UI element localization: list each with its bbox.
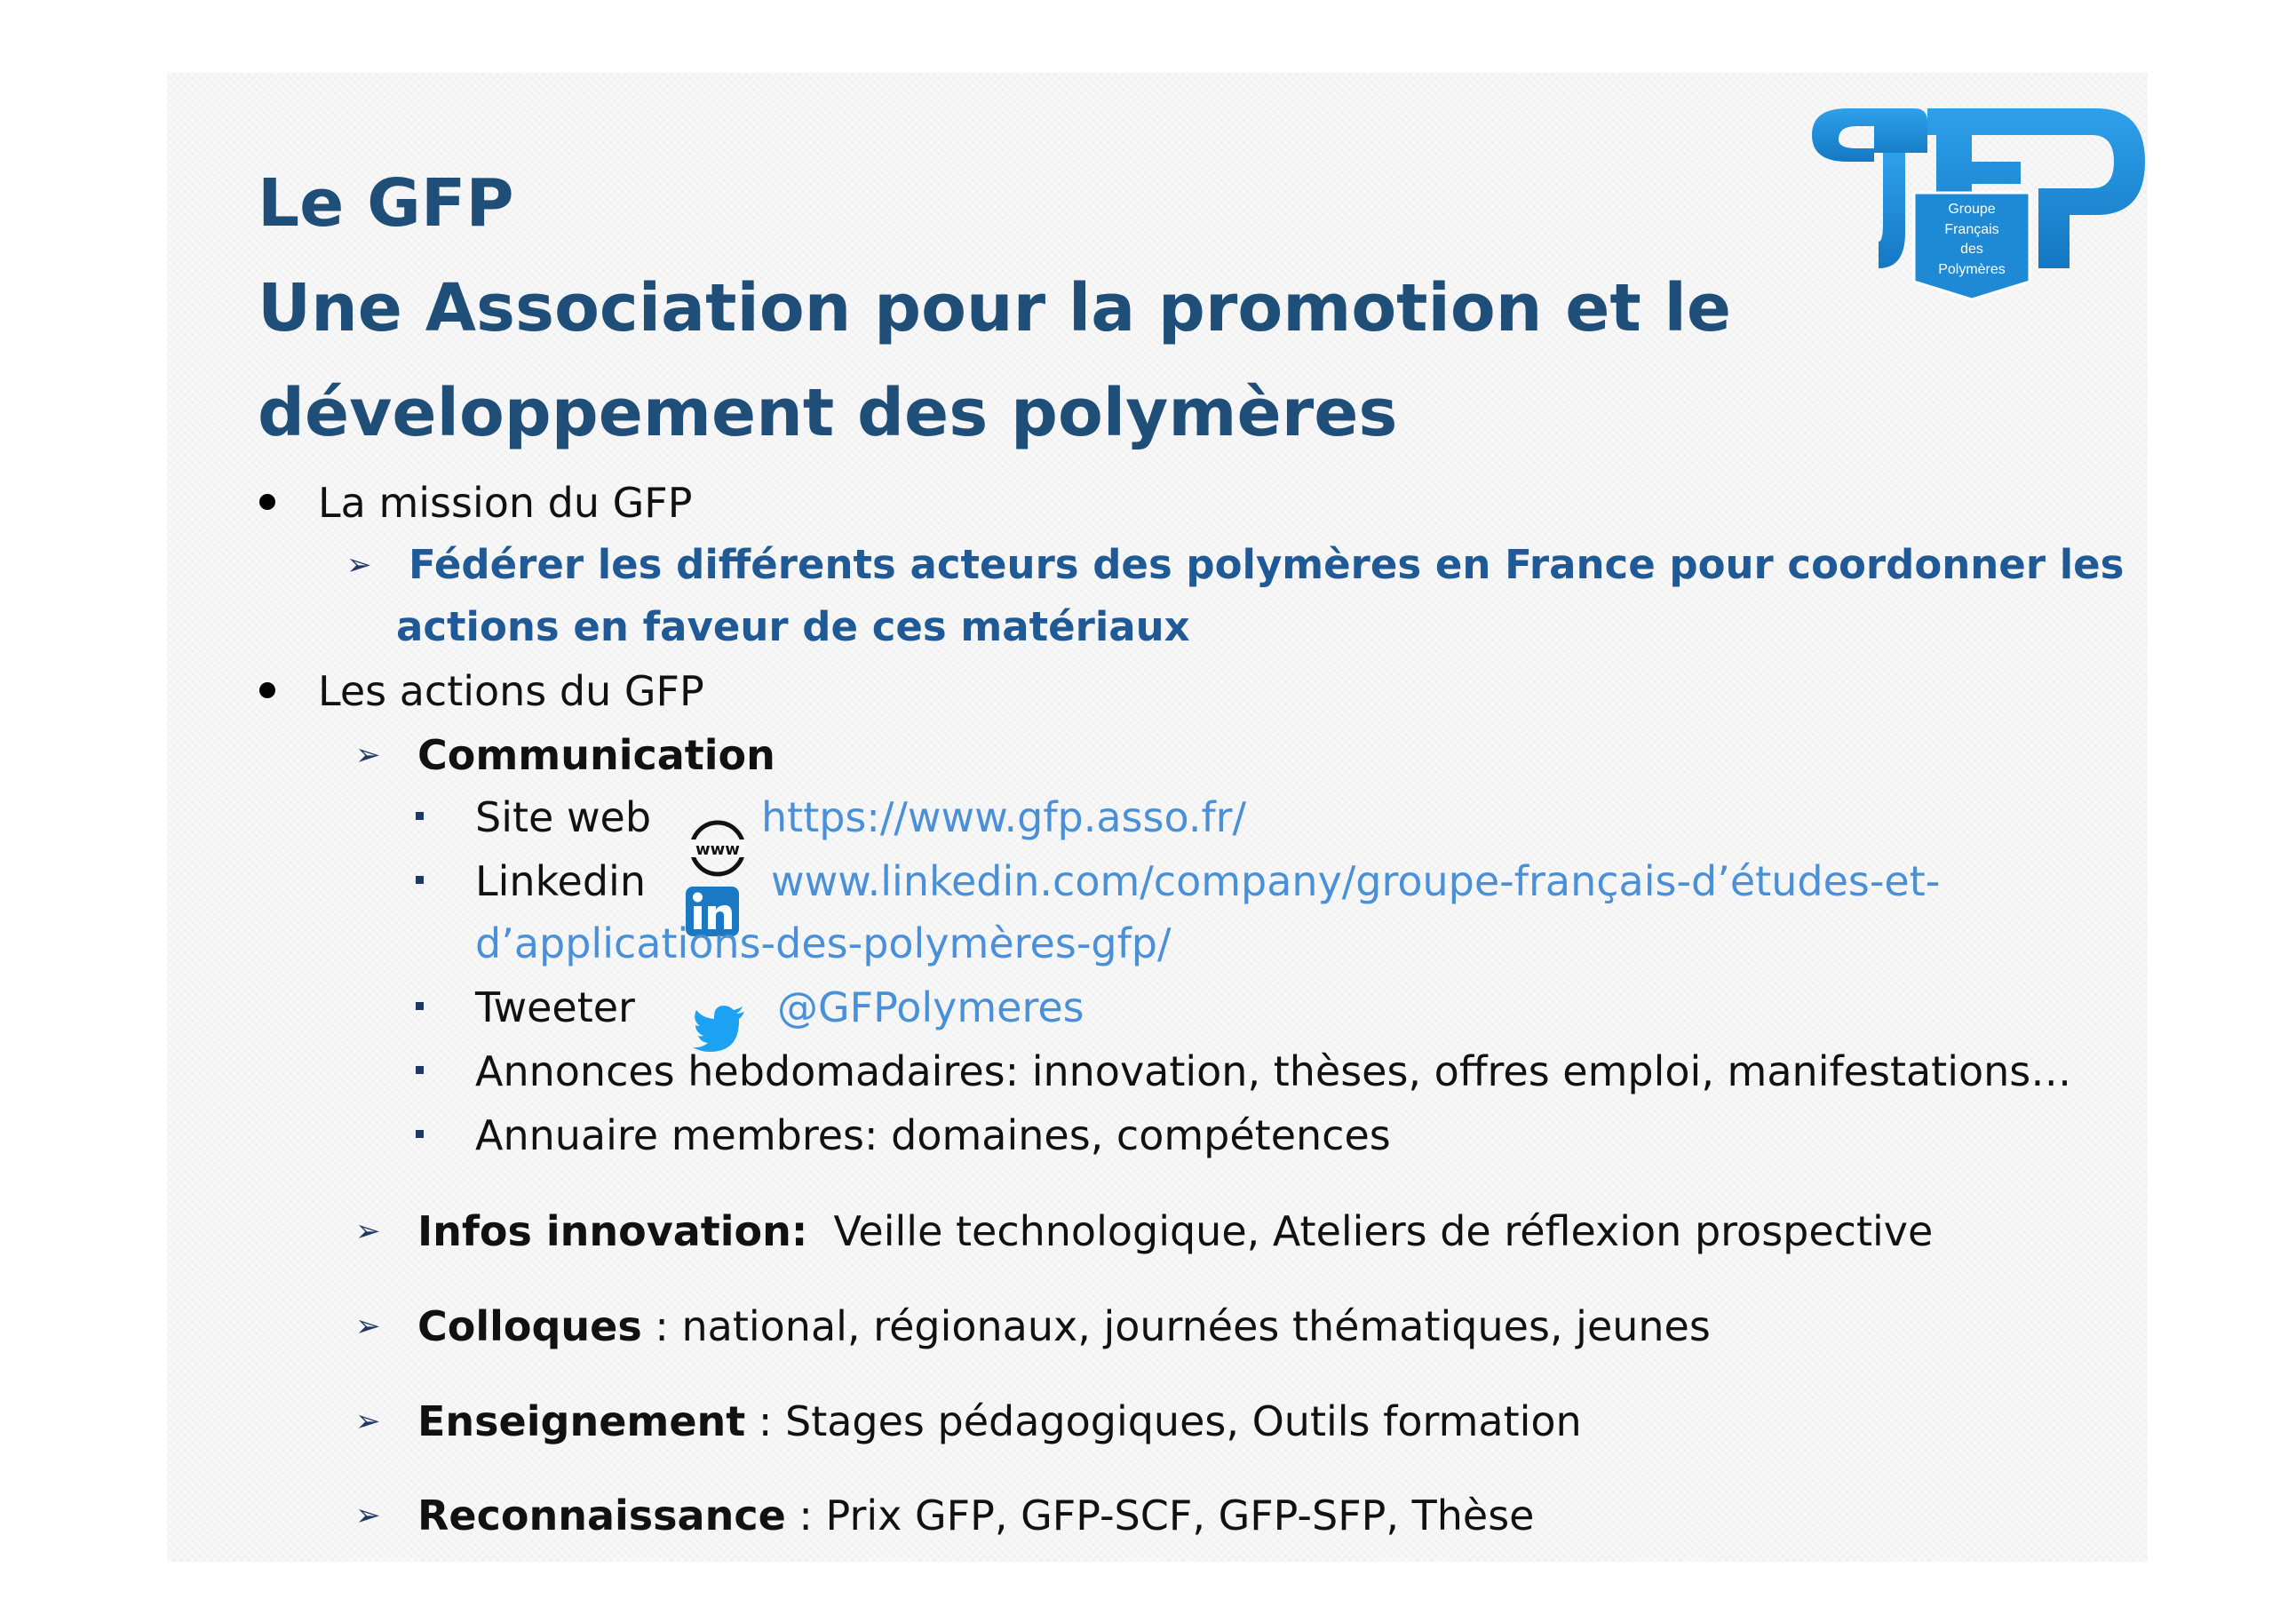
innovation-item: [417, 1206, 1933, 1256]
square-bullet-icon: [416, 1130, 424, 1138]
logo-caption-2: Français: [1944, 222, 1999, 237]
svg-text:www: www: [695, 840, 740, 859]
bullet-dot-icon: [259, 494, 275, 510]
innovation-text: Veille technologique, Ateliers de réflexion prospective: [833, 1207, 1934, 1255]
title-line-2: Une Association pour la promotion et le: [258, 270, 1732, 346]
logo-caption-4: Polymères: [1938, 262, 2006, 277]
logo-caption-1: Groupe: [1948, 202, 1996, 217]
enseignement-text: : Stages pédagogiques, Outils formation: [745, 1397, 1582, 1445]
arrow-bullet-icon: ➢: [346, 547, 372, 583]
arrow-bullet-icon: ➢: [355, 1213, 381, 1249]
communication-heading: Communication: [417, 731, 775, 779]
page-title: [258, 151, 1856, 465]
twitter-handle-link[interactable]: @GFPolymeres: [777, 983, 1084, 1031]
twitter-bird-icon: [693, 1006, 746, 1052]
arrow-bullet-icon: ➢: [355, 737, 381, 773]
square-bullet-icon: [416, 876, 424, 884]
annonces-text: Annonces hebdomadaires: innovation, thèses, offres emploi, manifestations…: [475, 1047, 2072, 1095]
mission-text-line2: actions en faveur de ces matériaux: [396, 603, 1190, 650]
linkedin-link-line1[interactable]: www.linkedin.com/company/groupe-français-d’études-et-: [771, 857, 1941, 905]
colloques-text: : national, régionaux, journées thématiques, jeunes: [641, 1302, 1711, 1350]
linkedin-label: Linkedin: [475, 857, 646, 905]
annuaire-text: Annuaire membres: domaines, compétences: [475, 1111, 1391, 1159]
arrow-bullet-icon: ➢: [355, 1309, 381, 1344]
www-globe-icon: [688, 819, 747, 878]
logo-caption-3: des: [1960, 242, 1983, 257]
innovation-heading: Infos innovation:: [417, 1207, 808, 1255]
enseignement-heading: Enseignement: [417, 1397, 746, 1445]
square-bullet-icon: [416, 812, 424, 820]
arrow-bullet-icon: ➢: [355, 1404, 381, 1439]
colloques-item: [417, 1301, 1711, 1351]
twitter-label: Tweeter: [475, 983, 635, 1031]
mission-label: La mission du GFP: [318, 479, 693, 527]
title-line-1: Le GFP: [258, 165, 514, 242]
reconnaissance-heading: Reconnaissance: [417, 1492, 786, 1539]
site-web-label: Site web: [475, 793, 652, 841]
site-web-link[interactable]: https://www.gfp.asso.fr/: [761, 793, 1247, 841]
bullet-dot-icon: [259, 682, 275, 698]
colloques-heading: Colloques: [417, 1302, 642, 1350]
title-line-3: développement des polymères: [258, 375, 1398, 451]
enseignement-item: [417, 1396, 1582, 1446]
mission-text-line1: Fédérer les différents acteurs des polymères en France pour coordonner les: [409, 541, 2125, 588]
arrow-bullet-icon: ➢: [355, 1498, 381, 1533]
reconnaissance-text: : Prix GFP, GFP-SCF, GFP-SFP, Thèse: [785, 1492, 1535, 1539]
square-bullet-icon: [416, 1002, 424, 1010]
actions-label: Les actions du GFP: [318, 667, 704, 715]
linkedin-link-line2[interactable]: d’applications-des-polymères-gfp/: [475, 919, 1172, 967]
square-bullet-icon: [416, 1066, 424, 1074]
reconnaissance-item: [417, 1491, 1534, 1540]
